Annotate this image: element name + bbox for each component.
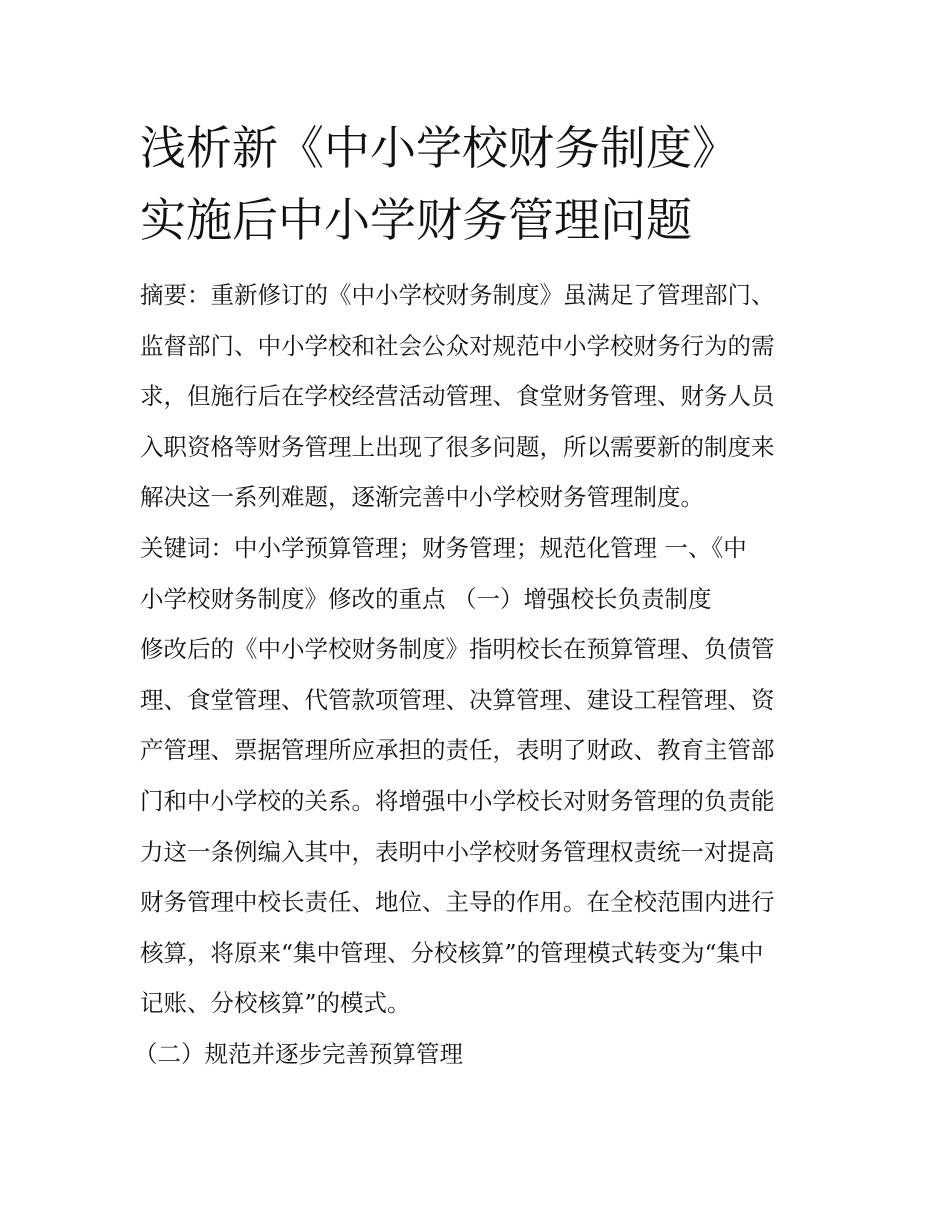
keywords-line: 小学校财务制度》修改的重点 （一）增强校长负责制度 bbox=[140, 584, 712, 613]
title-line-1: 浅析新《中小学校财务制度》 bbox=[140, 121, 738, 175]
keywords-line: 关键词：中小学预算管理；财务管理；规范化管理 一、《中 bbox=[140, 533, 747, 562]
body-line: 核算，将原来“集中管理、分校核算”的管理模式转变为“集中 bbox=[140, 938, 764, 967]
abstract-line: 摘要：重新修订的《中小学校财务制度》虽满足了管理部门、 bbox=[140, 281, 775, 309]
abstract-line: 求，但施行后在学校经营活动管理、食堂财务管理、财务人员 bbox=[140, 382, 775, 411]
body-line: 产管理、票据管理所应承担的责任，表明了财政、教育主管部 bbox=[140, 736, 775, 765]
body-line: 力这一条例编入其中，表明中小学校财务管理权责统一对提高 bbox=[140, 837, 775, 866]
keywords-paragraph bbox=[140, 523, 820, 624]
abstract-line: 监督部门、中小学校和社会公众对规范中小学校财务行为的需 bbox=[140, 331, 775, 360]
body-line: 记账、分校核算”的模式。 bbox=[140, 989, 411, 1018]
body-line: 财务管理中校长责任、地位、主导的作用。在全校范围内进行 bbox=[140, 888, 775, 917]
abstract-line: 解决这一系列难题，逐渐完善中小学校财务管理制度。 bbox=[140, 483, 704, 512]
document-content bbox=[134, 112, 820, 1079]
abstract-line: 入职资格等财务管理上出现了很多问题，所以需要新的制度来 bbox=[140, 432, 775, 461]
document-title bbox=[140, 112, 820, 256]
body-paragraph bbox=[140, 624, 820, 1029]
body-line: 修改后的《中小学校财务制度》指明校长在预算管理、负债管 bbox=[140, 635, 775, 664]
body-line: 理、食堂管理、代管款项管理、决算管理、建设工程管理、资 bbox=[140, 685, 775, 714]
body-line: 门和中小学校的关系。将增强中小学校长对财务管理的负责能 bbox=[140, 786, 775, 815]
section-subheading: （二）规范并逐步完善预算管理 bbox=[134, 1039, 463, 1068]
abstract-paragraph bbox=[140, 270, 820, 523]
title-line-2: 实施后中小学财务管理问题 bbox=[140, 193, 692, 247]
